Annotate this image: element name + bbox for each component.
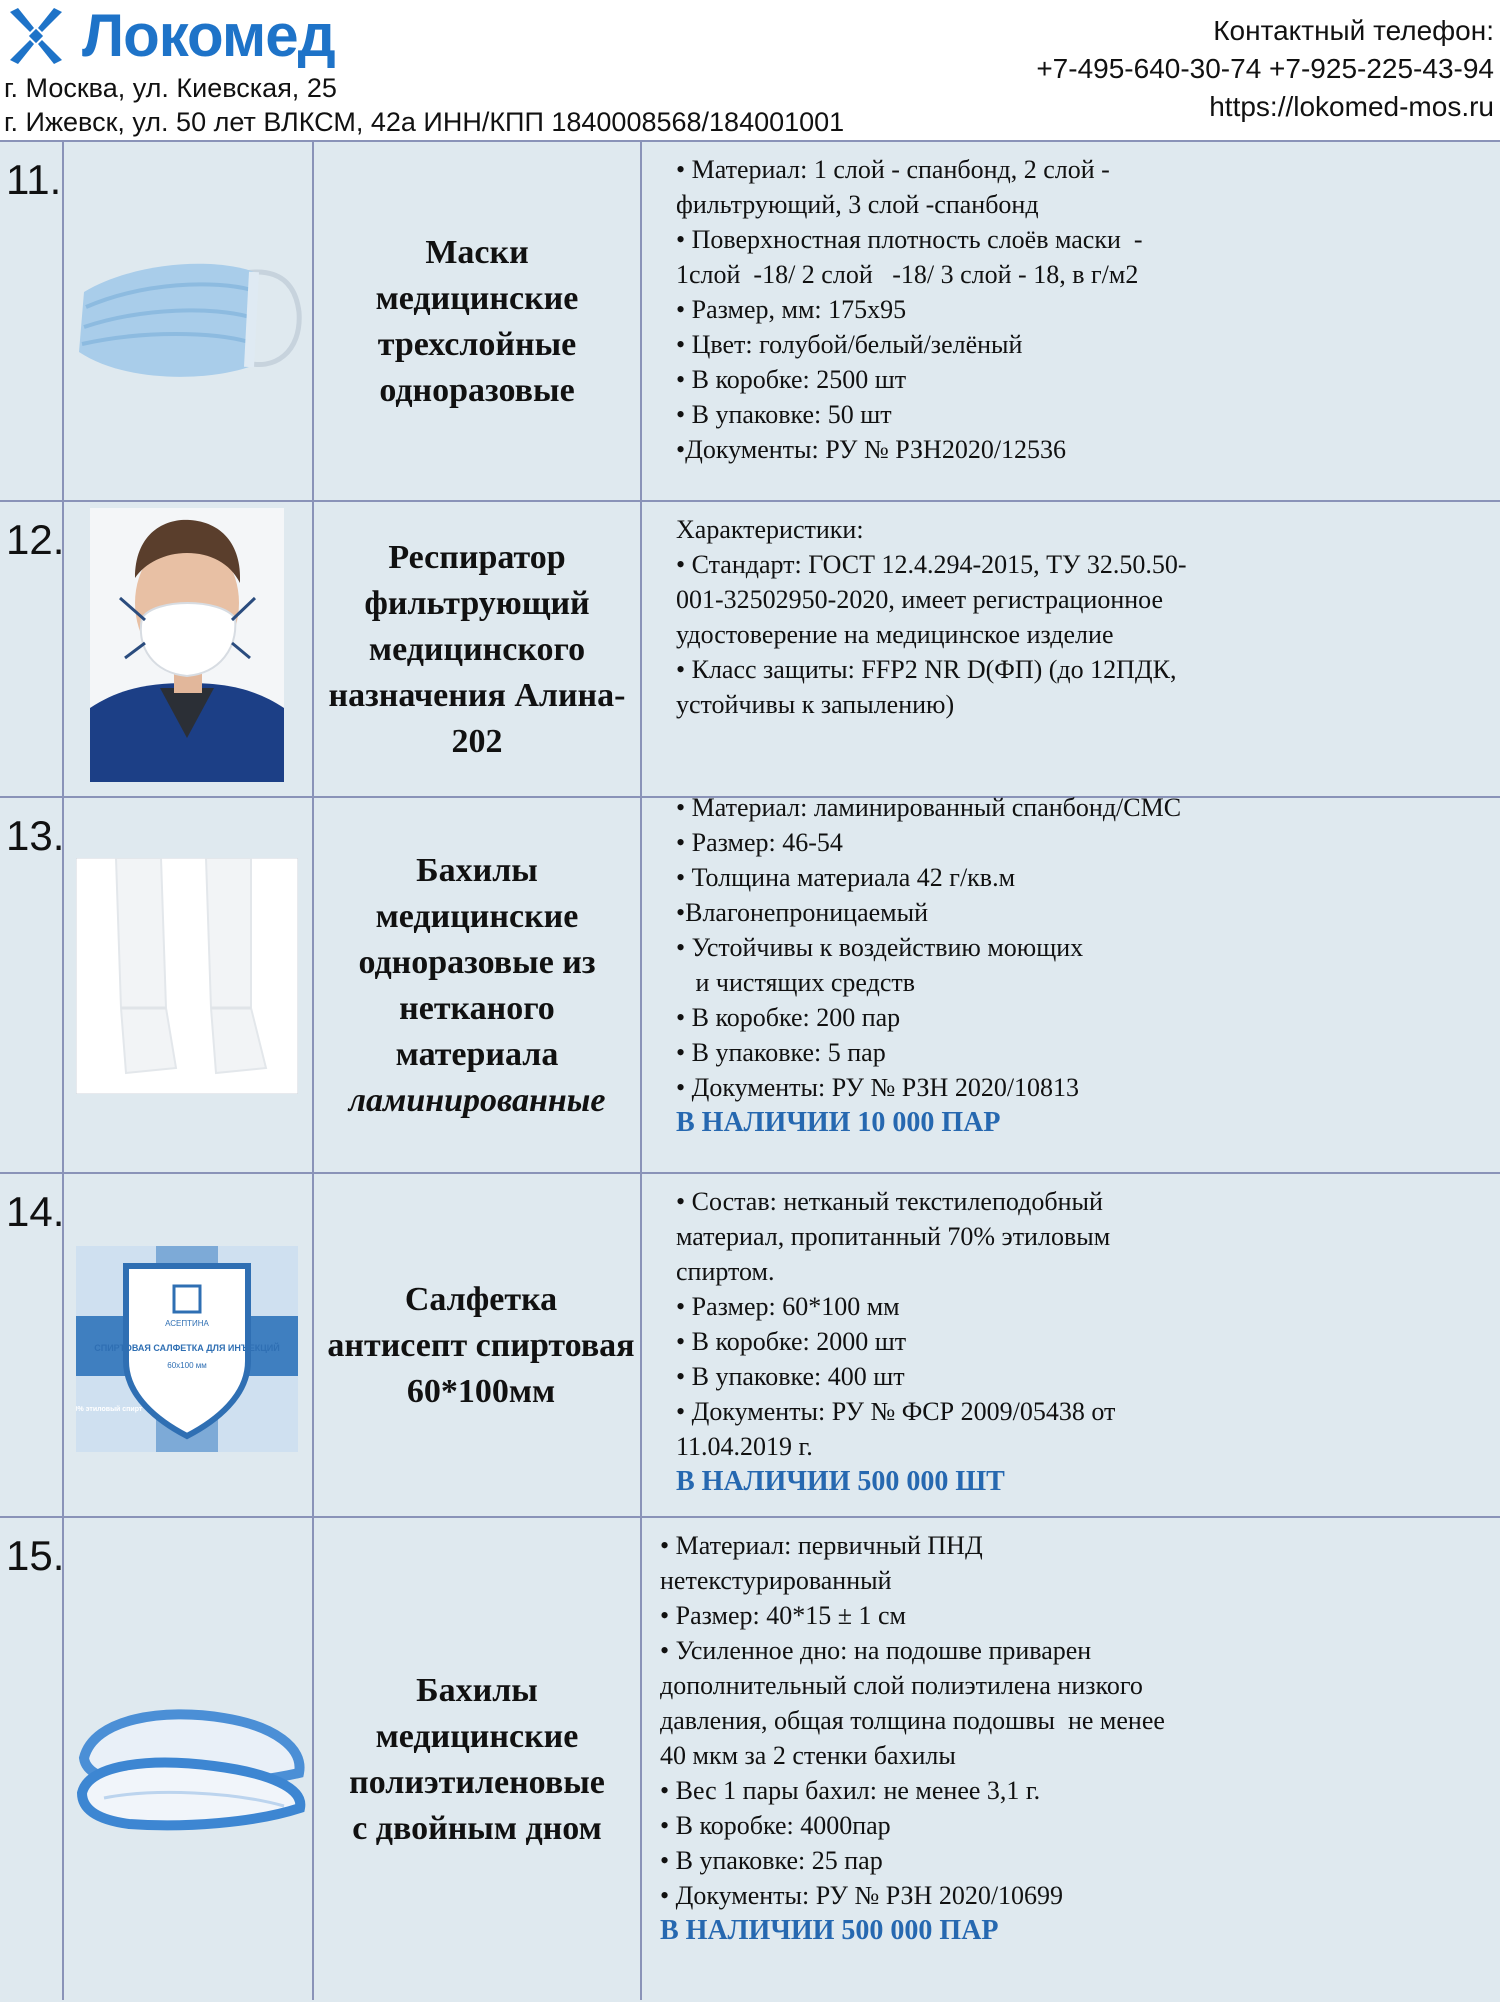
product-name-line: одноразовые — [379, 372, 575, 409]
spec-line: давления, общая толщина подошвы не менее — [660, 1706, 1165, 1735]
spec-line: • В упаковке: 25 пар — [660, 1846, 883, 1875]
product-name-line: материала — [395, 1036, 559, 1073]
spec-line: удостоверение на медицинское изделие — [676, 620, 1114, 649]
document-header — [0, 0, 1500, 140]
row-number: 11. — [6, 156, 62, 203]
spec-line: • Поверхностная плотность слоёв маски - — [676, 225, 1143, 254]
product-name-line: Респиратор — [388, 539, 566, 576]
product-name — [314, 798, 640, 1174]
product-name-line: назначения Алина- — [328, 677, 626, 714]
product-row — [0, 500, 1500, 796]
product-name-line: 60*100мм — [406, 1373, 556, 1410]
spec-line: • В коробке: 4000пар — [660, 1811, 891, 1840]
product-name-line: медицинские — [375, 898, 579, 935]
spec-line: • В коробке: 2500 шт — [676, 365, 907, 394]
product-name-line: антисепт спиртовая — [327, 1327, 635, 1364]
product-name-line: 202 — [451, 723, 503, 760]
package-alcohol: 70% этиловый спирт — [76, 1406, 143, 1413]
spec-line: • Размер, мм: 175х95 — [676, 295, 907, 324]
spec-line: • Стандарт: ГОСТ 12.4.294-2015, ТУ 32.50.50- — [676, 550, 1187, 579]
spec-line: • Толщина материала 42 г/кв.м — [676, 863, 1016, 892]
product-row — [0, 1516, 1500, 2000]
contact-phones[interactable]: +7-495-640-30-74 +7-925-225-43-94 — [1036, 53, 1494, 84]
shoe-covers-laminated-icon — [76, 858, 298, 1094]
product-name-line: медицинские — [375, 280, 579, 317]
product-name-line: с двойным дном — [352, 1810, 602, 1847]
product-image — [74, 1688, 310, 1843]
antiseptic-wipe-package-icon — [76, 1246, 298, 1452]
spec-line: нетекстурированный — [660, 1566, 892, 1595]
product-row — [0, 1172, 1500, 1516]
spec-line: 40 мкм за 2 стенки бахилы — [660, 1741, 956, 1770]
product-name-line: трехслойные — [377, 326, 577, 363]
spec-line: • Размер: 46-54 — [676, 828, 843, 857]
spec-line: • В коробке: 200 пар — [676, 1003, 901, 1032]
product-name-line: нетканого — [399, 990, 555, 1027]
spec-line: • Усиленное дно: на подошве приварен — [660, 1636, 1092, 1665]
respirator-person-icon — [90, 508, 284, 782]
row-number: 12. — [6, 516, 65, 563]
contact-label: Контактный телефон: — [1213, 15, 1494, 46]
contact-website[interactable]: https://lokomed-mos.ru — [1209, 91, 1494, 122]
spec-line: дополнительный слой полиэтилена низкого — [660, 1671, 1143, 1700]
product-specs — [676, 790, 1476, 1140]
spec-line: • Размер: 40*15 ± 1 см — [660, 1601, 906, 1630]
product-specs — [676, 152, 1476, 467]
spec-line: Характеристики: — [676, 515, 864, 544]
row-number: 13. — [6, 812, 65, 859]
product-specs — [660, 1528, 1460, 1948]
row-number: 15. — [6, 1532, 65, 1579]
spec-line: устойчивы к запылению) — [676, 690, 955, 719]
spec-line: фильтрующий, 3 слой -спанбонд — [676, 190, 1039, 219]
spec-line: • Состав: нетканый текстилеподобный — [676, 1187, 1103, 1216]
stock-status: В НАЛИЧИИ 500 000 ПАР — [660, 1915, 999, 1946]
product-specs — [676, 512, 1476, 722]
product-name-line: Бахилы — [416, 1672, 538, 1709]
product-name-line: Салфетка — [404, 1281, 558, 1318]
contact-block — [1036, 12, 1494, 126]
spec-line: 1слой -18/ 2 слой -18/ 3 слой - 18, в г/м2 — [676, 260, 1139, 289]
spec-line: • Документы: РУ № РЗН 2020/10813 — [676, 1073, 1080, 1102]
product-name-line: фильтрующий — [364, 585, 590, 622]
brand-logo — [4, 0, 335, 72]
spec-line: 001-32502950-2020, имеет регистрационное — [676, 585, 1164, 614]
shoe-covers-polyethylene-icon — [74, 1688, 310, 1838]
spec-line: • В упаковке: 50 шт — [676, 400, 892, 429]
spec-line: • Класс защиты: FFP2 NR D(ФП) (до 12ПДК, — [676, 655, 1177, 684]
package-size: 60х100 мм — [167, 1361, 207, 1370]
spec-line: спиртом. — [676, 1257, 775, 1286]
product-image — [76, 858, 298, 1099]
spec-line: • Документы: РУ № РЗН 2020/10699 — [660, 1881, 1064, 1910]
spec-line: 11.04.2019 г. — [676, 1432, 813, 1461]
product-name-italic: ламинированные — [348, 1082, 606, 1119]
product-name-line: Бахилы — [416, 852, 538, 889]
product-specs — [676, 1184, 1476, 1499]
product-image — [64, 232, 314, 407]
product-name — [314, 502, 640, 798]
address-izhevsk: г. Ижевск, ул. 50 лет ВЛКСМ, 42а ИНН/КПП 1840008568/184001001 — [4, 107, 845, 137]
stock-status: В НАЛИЧИИ 10 000 ПАР — [676, 1107, 1001, 1138]
spec-line: • Материал: первичный ПНД — [660, 1531, 983, 1560]
product-name-line: медицинского — [368, 631, 586, 668]
package-title: СПИРТОВАЯ САЛФЕТКА ДЛЯ ИНЪЕКЦИЙ — [94, 1343, 280, 1353]
product-row — [0, 140, 1500, 500]
product-image — [90, 508, 284, 787]
spec-line: • В упаковке: 400 шт — [676, 1362, 905, 1391]
surgical-mask-icon — [64, 232, 314, 402]
product-name — [314, 142, 640, 502]
spec-line: • В упаковке: 5 пар — [676, 1038, 886, 1067]
address-moscow: г. Москва, ул. Киевская, 25 — [4, 73, 337, 103]
spec-line: • Вес 1 пары бахил: не менее 3,1 г. — [660, 1776, 1041, 1805]
spec-line: • Материал: 1 слой - спанбонд, 2 слой - — [676, 155, 1110, 184]
lokomed-logo-icon — [4, 4, 68, 68]
product-name-line: одноразовые из — [358, 944, 596, 981]
product-image — [76, 1246, 298, 1457]
spec-line: • В коробке: 2000 шт — [676, 1327, 907, 1356]
product-name-line: полиэтиленовые — [349, 1764, 605, 1801]
brand-name: Локомед — [82, 2, 335, 69]
product-row — [0, 793, 1500, 1172]
spec-line: материал, пропитанный 70% этиловым — [676, 1222, 1111, 1251]
stock-status: В НАЛИЧИИ 500 000 ШТ — [676, 1466, 1005, 1497]
spec-line: •Влагонепроницаемый — [676, 898, 929, 927]
spec-line: • Цвет: голубой/белый/зелёный — [676, 330, 1023, 359]
spec-line: • Документы: РУ № ФСР 2009/05438 от — [676, 1397, 1116, 1426]
spec-line: • Размер: 60*100 мм — [676, 1292, 900, 1321]
package-brand: АСЕПТИНА — [165, 1319, 209, 1328]
spec-line: • Устойчивы к воздействию моющих — [676, 933, 1084, 962]
spec-line: • Материал: ламинированный спанбонд/СМС — [676, 793, 1182, 822]
product-name — [314, 1518, 640, 2002]
spec-line: и чистящих средств — [676, 968, 916, 997]
product-name — [318, 1174, 644, 1518]
row-number: 14. — [6, 1188, 65, 1235]
product-name-line: медицинские — [375, 1718, 579, 1755]
spec-line: •Документы: РУ № РЗН2020/12536 — [676, 435, 1067, 464]
product-name-line: Маски — [425, 234, 529, 271]
